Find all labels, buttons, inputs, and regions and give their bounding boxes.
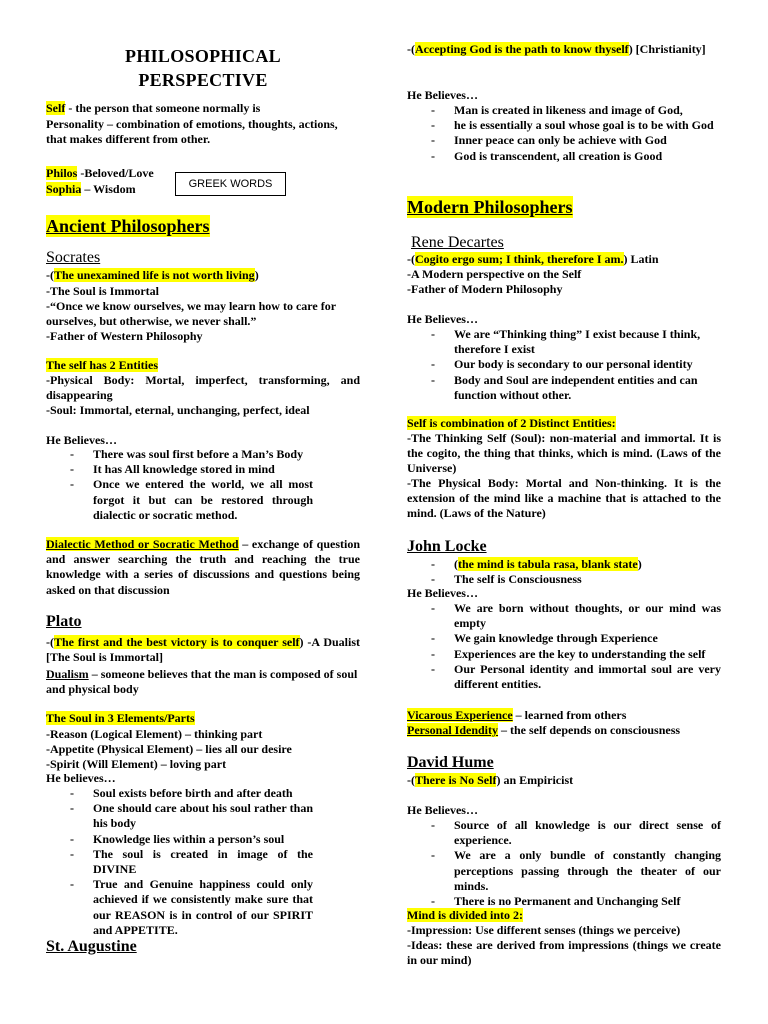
list-item: - Man is created in likeness and image of God, xyxy=(431,103,683,117)
list-item: - Experiences are the key to understanding the self xyxy=(431,646,706,661)
plato-element: -Appetite (Physical Element) – lies all our desire xyxy=(46,742,292,756)
mind-part: -Impression: Use different senses (things we perceive) xyxy=(407,923,681,937)
socrates-line: -The Soul is Immortal xyxy=(46,284,160,298)
plato-believes-label: He believes… xyxy=(46,771,116,785)
augustine-quote: -(Accepting God is the path to know thyself) [Christianity] xyxy=(407,42,706,56)
locke-points xyxy=(407,557,721,587)
plato-beliefs xyxy=(46,786,313,938)
plato-element: -Spirit (Will Element) – loving part xyxy=(46,757,227,771)
list-item: - Once we entered the world, we all most forgot it but can be restored through dialectic or socratic method. xyxy=(70,477,313,522)
list-item: - Soul exists before birth and after death xyxy=(70,786,293,800)
descartes-beliefs xyxy=(407,327,721,403)
mind-heading: Mind is divided into 2: xyxy=(407,908,524,922)
list-item: - We gain knowledge through Experience xyxy=(431,631,658,646)
list-item: - (the mind is tabula rasa, blank state) xyxy=(431,557,642,571)
augustine-beliefs xyxy=(407,103,721,164)
hume-believes-label: He Believes… xyxy=(407,803,478,817)
list-item: - The soul is created in image of the DIVINE xyxy=(70,846,313,877)
title-line-1: PHILOSOPHICAL xyxy=(125,46,281,66)
sophia-definition: Sophia – Wisdom xyxy=(46,182,136,196)
plato-elements-heading: The Soul in 3 Elements/Parts xyxy=(46,711,195,725)
list-item: - Our Personal identity and immortal soul are very different entities. xyxy=(431,661,721,692)
self-definition: Self - the person that someone normally is xyxy=(46,101,261,115)
dialectic-method: Dialectic Method or Socratic Method – exchange of question and answer searching the truth and reaching the true knowledge with a series of discussions and questions being asked on that discussion xyxy=(46,537,360,597)
philos-definition: Philos -Beloved/Love xyxy=(46,166,154,180)
ancient-heading: Ancient Philosophers xyxy=(46,216,210,236)
descartes-entity: -The Thinking Self (Soul): non-material and immortal. It is the cogito, the thing that thinks, which is mind. (Laws of the Universe) xyxy=(407,431,721,476)
list-item: - Knowledge lies within a person’s soul xyxy=(70,831,285,846)
list-item: - One should care about his soul rather than his body xyxy=(70,801,313,831)
list-item: - The self is Consciousness xyxy=(431,572,582,587)
list-item: - It has All knowledge stored in mind xyxy=(70,462,275,477)
descartes-line: -Father of Modern Philosophy xyxy=(407,282,563,296)
plato-element: -Reason (Logical Element) – thinking part xyxy=(46,727,263,741)
socrates-quote: -(The unexamined life is not worth living) xyxy=(46,268,259,282)
greek-words-box: GREEK WORDS xyxy=(175,172,286,196)
locke-name: John Locke xyxy=(407,538,487,555)
sophia-term: Sophia xyxy=(46,182,82,196)
personality-definition: Personality – combination of emotions, thoughts, actions, that makes different from other. xyxy=(46,117,338,147)
locke-beliefs xyxy=(407,601,721,692)
plato-name: Plato xyxy=(46,613,82,630)
list-item: - he is essentially a soul whose goal is to be with God xyxy=(431,118,714,133)
philos-term: Philos xyxy=(46,166,78,180)
list-item: - Source of all knowledge is our direct sense of experience. xyxy=(431,818,721,848)
socrates-entity: -Physical Body: Mortal, imperfect, transforming, and disappearing xyxy=(46,373,360,403)
socrates-name: Socrates xyxy=(46,249,101,266)
list-item: - True and Genuine happiness could only achieved if we consistently make sure that our REASON is in control of our SPIRIT and APPETITE. xyxy=(70,877,313,937)
plato-quote: -(The first and the best victory is to conquer self) -A Dualist [The Soul is Immortal] xyxy=(46,635,360,665)
hume-quote: -(There is No Self) an Empiricist xyxy=(407,773,574,787)
descartes-entity: -The Physical Body: Mortal and Non-thinking. It is the extension of the mind like a machine that is attached to the mind. (Laws of the Nature) xyxy=(407,476,721,521)
title-line-2: PERSPECTIVE xyxy=(138,70,268,90)
descartes-believes-label: He Believes… xyxy=(407,312,478,326)
list-item: - God is transcendent, all creation is Good xyxy=(431,148,663,163)
descartes-line: -A Modern perspective on the Self xyxy=(407,267,582,281)
socrates-line: -“Once we know ourselves, we may learn how to care for ourselves, but otherwise, we never shall.” xyxy=(46,299,336,329)
locke-believes-label: He Believes… xyxy=(407,586,478,600)
modern-heading: Modern Philosophers xyxy=(407,197,573,217)
list-item: - We are “Thinking thing” I exist because I think, therefore I exist xyxy=(431,327,701,357)
dualism-definition: Dualism – someone believes that the man is composed of soul and physical body xyxy=(46,667,358,697)
socrates-beliefs xyxy=(46,447,313,523)
socrates-believes-label: He Believes… xyxy=(46,433,117,447)
augustine-believes-label: He Believes… xyxy=(407,88,478,102)
list-item: - Inner peace can only be achieve with God xyxy=(431,133,667,148)
socrates-entity: -Soul: Immortal, eternal, unchanging, perfect, ideal xyxy=(46,403,310,417)
list-item: - Body and Soul are independent entities and can function without other. xyxy=(431,372,698,402)
page-title xyxy=(46,44,360,92)
list-item: - There was soul first before a Man’s Body xyxy=(70,447,304,461)
descartes-name: Rene Decartes xyxy=(411,234,504,251)
list-item: - We are a only bundle of constantly changing perceptions passing through the theater of our minds. xyxy=(431,848,721,893)
descartes-entities-heading: Self is combination of 2 Distinct Entities: xyxy=(407,416,616,430)
socrates-entities-heading: The self has 2 Entities xyxy=(46,358,159,372)
self-term: Self xyxy=(46,101,66,115)
hume-name: David Hume xyxy=(407,754,494,771)
list-item: - Our body is secondary to our personal identity xyxy=(431,357,693,372)
descartes-quote: -(Cogito ergo sum; I think, therefore I am.) Latin xyxy=(407,252,659,266)
mind-part: -Ideas: these are derived from impressions (things we create in our mind) xyxy=(407,938,721,968)
personal-identity: Personal Idendity – the self depends on consciousness xyxy=(407,723,681,737)
vicarious-experience: Vicarous Experience – learned from others xyxy=(407,708,627,722)
list-item: - There is no Permanent and Unchanging Self xyxy=(431,894,681,909)
augustine-name: St. Augustine xyxy=(46,938,137,955)
socrates-line: -Father of Western Philosophy xyxy=(46,329,203,343)
hume-beliefs xyxy=(407,818,721,909)
list-item: - We are born without thoughts, or our mind was empty xyxy=(431,601,721,631)
